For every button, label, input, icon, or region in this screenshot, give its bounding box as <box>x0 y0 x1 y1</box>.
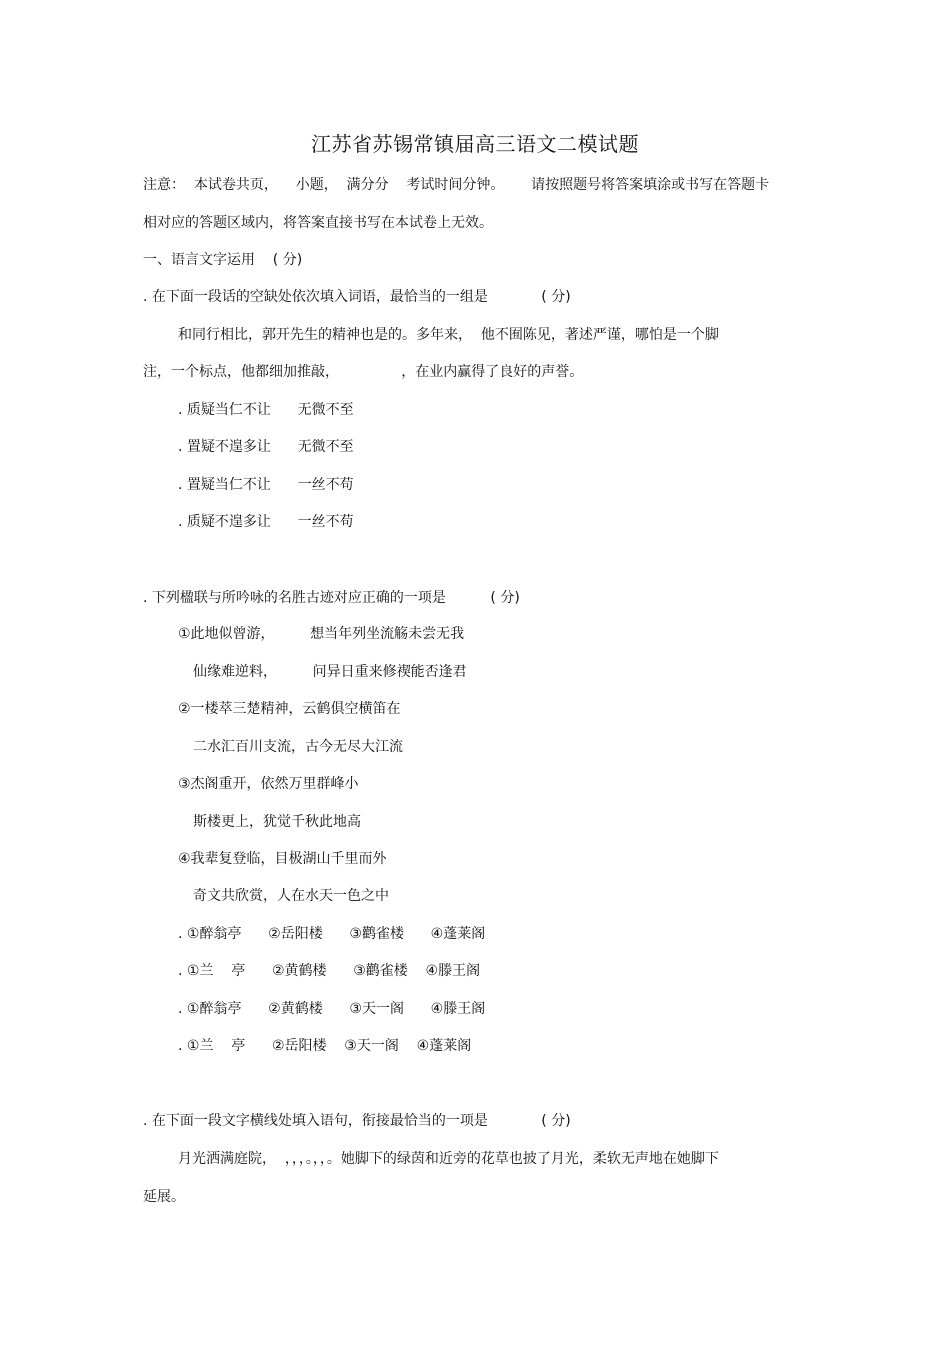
notice-line-2: 相对应的答题区域内，将答案直接书写在本试卷上无效。 <box>143 215 493 231</box>
question-1-option-a: . 质疑当仁不让 无微不至 <box>178 402 354 418</box>
question-1-passage-line-1: 和同行相比，郭开先生的精神也是的。多年来， 他不囿陈见，著述严谨，哪怕是一个脚 <box>178 327 719 343</box>
couplet-2-first-line: ②一楼萃三楚精神，云鹤俱空横笛在 <box>178 701 401 717</box>
question-1-passage-line-2: 注，一个标点，他都细加推敲， ，在业内赢得了良好的声誉。 <box>143 364 584 380</box>
couplet-2-second-line: 二水汇百川支流，古今无尽大江流 <box>193 739 403 755</box>
question-1-option-b: . 置疑不遑多让 无微不至 <box>178 439 354 455</box>
couplet-1-first-line: ①此地似曾游， 想当年列坐流觞未尝无我 <box>178 626 465 642</box>
question-2-option-b: . ①兰 亭 ②黄鹤楼 ③鹳雀楼 ④滕王阁 <box>178 963 481 979</box>
question-2-option-d: . ①兰 亭 ②岳阳楼 ③天一阁 ④蓬莱阁 <box>178 1038 472 1054</box>
page-title: 江苏省苏锡常镇届高三语文二模试题 <box>311 132 639 156</box>
question-2-stem: . 下列楹联与所吟咏的名胜古迹对应正确的一项是 ( 分) <box>143 590 520 606</box>
question-1-stem: . 在下面一段话的空缺处依次填入词语，最恰当的一组是 ( 分) <box>143 289 571 305</box>
question-1-option-d: . 质疑不遑多让 一丝不苟 <box>178 514 354 530</box>
question-3-passage-line-1: 月光洒满庭院， ，，，。，，。她脚下的绿茵和近旁的花草也披了月光，柔软无声地在她脚下 <box>178 1151 719 1167</box>
question-2-option-a: . ①醉翁亭 ②岳阳楼 ③鹳雀楼 ④蓬莱阁 <box>178 926 486 942</box>
couplet-4-second-line: 奇文共欣赏，人在水天一色之中 <box>193 888 389 904</box>
question-3-passage-line-2: 延展。 <box>143 1189 185 1205</box>
couplet-3-first-line: ③杰阁重开，依然万里群峰小 <box>178 776 359 792</box>
notice-line-1: 注意： 本试卷共页， 小题， 满分分 考试时间分钟。 请按照题号将答案填涂或书写在答题卡 <box>143 177 770 193</box>
couplet-4-first-line: ④我辈复登临，目极湖山千里而外 <box>178 851 387 867</box>
question-1-option-c: . 置疑当仁不让 一丝不苟 <box>178 477 354 493</box>
question-2-option-c: . ①醉翁亭 ②黄鹤楼 ③天一阁 ④滕王阁 <box>178 1001 486 1017</box>
couplet-3-second-line: 斯楼更上，犹觉千秋此地高 <box>193 814 361 830</box>
couplet-1-second-line: 仙缘难逆料， 问异日重来修禊能否逢君 <box>193 664 467 680</box>
section-heading: 一、语言文字运用 ( 分) <box>143 252 303 268</box>
question-3-stem: . 在下面一段文字横线处填入语句，衔接最恰当的一项是 ( 分) <box>143 1113 571 1129</box>
